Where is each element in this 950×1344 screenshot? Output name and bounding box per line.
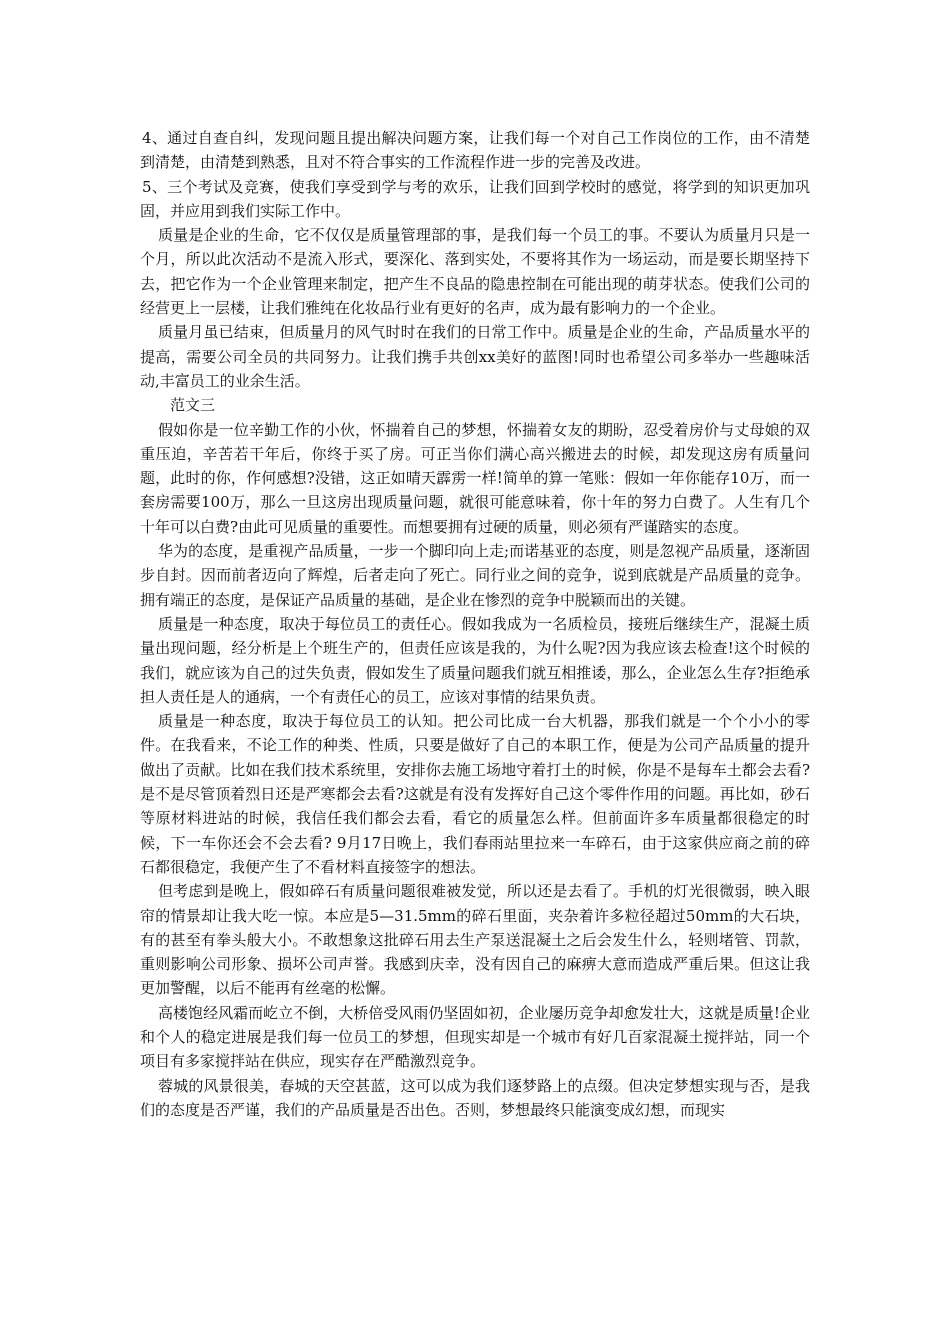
paragraph-quality-life: 质量是企业的生命，它不仅仅是质量管理部的事，是我们每一个员工的事。不要认为质量月只是一个月，所以此次活动不是流入形式，要深化、落到实处，不要将其作为一场运动，而是要长期坚持下去，把它作为一个企业管理来制定，把产生不良品的隐患控制在可能出现的萌芽状态。使我们公司的经营更上一层楼，让我们雅纯在化妆品行业有更好的名声，成为最有影响力的一个企业。 (140, 226, 810, 318)
paragraph-quality-month-end: 质量月虽已结束，但质量月的风气时时在我们的日常工作中。质量是企业的生命，产品质量水平的提高，需要公司全员的共同努力。让我们携手共创xx美好的蓝图!同时也希望公司多举办一些趣味活动,丰富员工的业余生活。 (140, 323, 810, 390)
document-page (140, 126, 810, 1122)
paragraph-self-check: 4、通过自查自纠，发现问题且提出解决问题方案，让我们每一个对自己工作岗位的工作，由不清楚到清楚，由清楚到熟悉，且对不符合事实的工作流程作进一步的完善及改进。 (140, 129, 810, 172)
paragraph-cognition: 质量是一种态度，取决于每位员工的认知。把公司比成一台大机器，那我们就是一个个小小的零件。在我看来，不论工作的种类、性质，只要是做好了自己的本职工作，便是为公司产品质量的提升做出了贡献。比如在我们技术系统里，安排你去施工场地守着打土的时候，你是不是每车土都会去看?是不是尽管顶着烈日还是严寒都会去看?这就是有没有发挥好自己这个零件作用的问题。再比如，砂石等原材料进站的时候，我信任我们都会去看，看它的质量怎么样。但前面许多车质量都很稳定的时候，下一车你还会不会去看? 9月17日晚上，我们春雨站里拉来一车碎石，由于这家供应商之前的碎石都很稳定，我便产生了不看材料直接签字的想法。 (140, 712, 810, 876)
paragraph-competition: 5、三个考试及竞赛，使我们享受到学与考的欢乐，让我们回到学校时的感觉，将学到的知识更加巩固，并应用到我们实际工作中。 (140, 177, 810, 220)
paragraph-huawei-nokia: 华为的态度，是重视产品质量，一步一个脚印向上走;而诺基亚的态度，则是忽视产品质量，逐渐固步自封。因而前者迈向了辉煌，后者走向了死亡。同行业之间的竞争，说到底就是产品质量的竞争。拥有端正的态度，是保证产品质量的基础，是企业在惨烈的竞争中脱颖而出的关键。 (140, 542, 810, 609)
paragraph-night-check: 但考虑到是晚上，假如碎石有质量问题很难被发觉，所以还是去看了。手机的灯光很微弱，映入眼帘的情景却让我大吃一惊。本应是5—31.5mm的碎石里面，夹杂着许多粒径超过50mm的大石块，有的甚至有拳头般大小。不敢想象这批碎石用去生产泵送混凝土之后会发生什么，轻则堵管、罚款，重则影响公司形象、损坏公司声誉。我感到庆幸，没有因自己的麻痹大意而造成严重后果。但这让我更加警醒，以后不能再有丝毫的松懈。 (140, 882, 810, 998)
section-heading: 范文三 (170, 396, 216, 415)
paragraph-house-example: 假如你是一位辛勤工作的小伙，怀揣着自己的梦想，怀揣着女友的期盼，忍受着房价与丈母娘的双重压迫，辛苦若干年后，你终于买了房。可正当你们满心高兴搬进去的时候，却发现这房有质量问题，此时的你，作何感想?没错，这正如晴天霹雳一样!简单的算一笔账：假如一年你能存10万，而一套房需要100万，那么一旦这房出现质量问题，就很可能意味着，你十年的努力白费了。人生有几个十年可以白费?由此可见质量的重要性。而想要拥有过硬的质量，则必须有严谨踏实的态度。 (140, 420, 810, 536)
paragraph-high-buildings: 高楼饱经风霜而屹立不倒，大桥倍受风雨仍坚固如初，企业屡历竞争却愈发壮大，这就是质量!企业和个人的稳定进展是我们每一位员工的梦想，但现实却是一个城市有好几百家混凝土搅拌站，同一个项目有多家搅拌站在供应，现实存在严酷激烈竞争。 (140, 1003, 810, 1071)
paragraph-rongcheng: 蓉城的风景很美，春城的天空甚蓝，这可以成为我们逐梦路上的点缀。但决定梦想实现与否，是我们的态度是否严谨，我们的产品质量是否出色。否则，梦想最终只能演变成幻想，而现实 (140, 1076, 810, 1119)
paragraph-responsibility: 质量是一种态度，取决于每位员工的责任心。假如我成为一名质检员，接班后继续生产，混凝土质量出现问题，经分析是上个班生产的，但责任应该是我的，为什么呢?因为我应该去检查!这个时候的我们，就应该为自己的过失负责，假如发生了质量问题我们就互相推诿，那么，企业怎么生存?拒绝承担人责任是人的通病，一个有责任心的员工，应该对事情的结果负责。 (140, 614, 810, 706)
